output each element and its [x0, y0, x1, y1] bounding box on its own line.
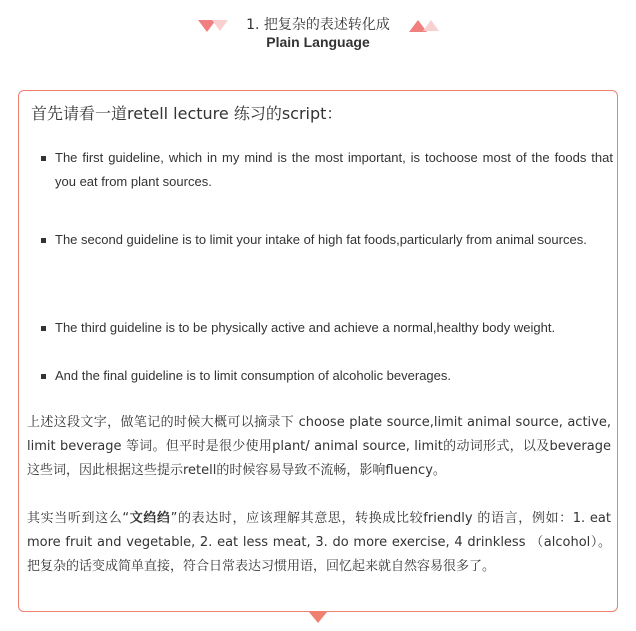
list-item-text: The third guideline is to be physically active and achieve a normal,healthy body weight. — [55, 320, 556, 335]
list-item — [41, 146, 613, 194]
bullet-icon — [41, 374, 46, 379]
list-item-text: The first guideline, which in my mind is the most important, is tochoose most of the foods that you eat from plant sources. — [55, 150, 613, 189]
section-title: 1. 把复杂的表述转化成 — [246, 17, 390, 33]
list-item — [41, 316, 613, 340]
list-item-text: And the final guideline is to limit consumption of alcoholic beverages. — [55, 368, 452, 383]
bullet-icon — [41, 156, 46, 161]
section-header — [0, 14, 636, 50]
bottom-triangle-icon — [309, 612, 327, 623]
conclusion-text-end: ”的表达时，应该理解其意思，转换成比较friendly 的语言，例如：1. eat more fruit and vegetable, 2. eat less meat, 3. do more exercise, 4 drinkless （alcohol）。把复杂的话变成简单直接，符合日常表达习惯用语，回忆起来就自然容易很多了。 — [27, 511, 611, 574]
list-item — [41, 228, 613, 252]
explanation-paragraph: 上述这段文字，做笔记的时候大概可以摘录下 choose plate source,limit animal source, active, limit beverage 等词。但平时是很少使用plant/ animal source, limit的动词形式，以及beverage这些词，因此根据这些提示retell的时候容易导致不流畅，影响fluency。 — [27, 415, 611, 478]
triangle-down-light-icon — [212, 20, 228, 31]
conclusion-text-start: 其实当听到这么“ — [27, 511, 130, 526]
bullet-icon — [41, 326, 46, 331]
conclusion-paragraph — [27, 507, 611, 579]
title-row — [0, 14, 636, 36]
conclusion-bold-term: 文绉绉 — [129, 511, 171, 526]
list-item — [41, 364, 613, 388]
content-box — [18, 90, 618, 612]
triangle-up-light-icon — [423, 20, 439, 31]
intro-text: 首先请看一道retell lecture 练习的script： — [31, 104, 343, 123]
section-subtitle: Plain Language — [266, 34, 370, 50]
bullet-icon — [41, 238, 46, 243]
list-item-text: The second guideline is to limit your intake of high fat foods,particularly from animal sources. — [55, 232, 587, 247]
